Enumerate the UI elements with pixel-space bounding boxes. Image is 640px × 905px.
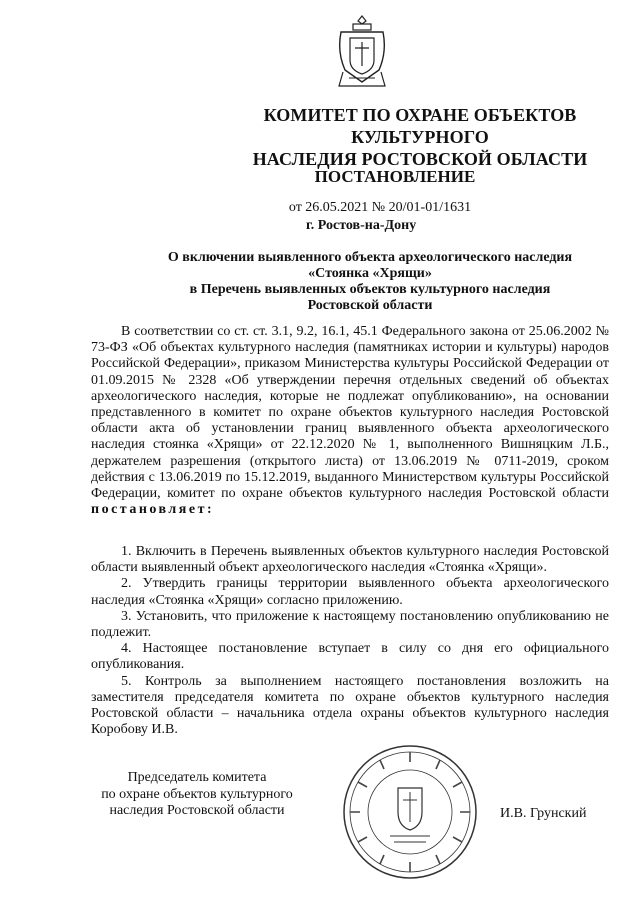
signatory-name: И.В. Грунский: [500, 806, 587, 821]
signatory-title: [92, 770, 302, 820]
item-2: 2. Утвердить границы территории выявленного объекта археологического наследия «Стоянка «Хрящи» согласно приложению.: [91, 576, 609, 608]
resolution-items: [91, 544, 609, 738]
item-3: 3. Установить, что приложение к настоящему постановлению опубликованию не подлежит.: [91, 608, 609, 641]
subject-line-2: «Стоянка «Хрящи»: [308, 266, 432, 281]
signatory-title-line-2: по охране объектов культурного: [101, 786, 293, 802]
resolves-word: постановляет:: [91, 502, 215, 518]
item-5: 5. Контроль за выполнением настоящего постановления возложить на заместителя председателя комитета по охране объектов культурного наследия Ростовской области – начальника отдела охраны объектов культурного наследия Коробову И.В.: [91, 673, 609, 738]
subject-line-1: О включении выявленного объекта археологического наследия: [167, 250, 573, 265]
preamble-text: В соответствии со ст. ст. 3.1, 9.2, 16.1, 45.1 Федерального закона от 25.06.2002 № 73-ФЗ «Об объектах культурного наследия (памятниках истории и культуры) народов Российской Федерации», приказом Министерства культуры Российской Федерации от 01.09.2015 № 2328 «Об утверждении перечня отдельных сведений об объектах археологического наследия, которые не подлежат опубликованию», на основании представленного в комитет по охране объектов культурного наследия Ростовской области акта об установлении границ выявленного объекта археологического наследия стоянка «Хрящи» от 22.12.2020 № 1, выполненного Вишняцким Л.Б., держателем разрешения (открытого листа) от 13.06.2019 № 0711-2019, сроком действия с 13.06.2019 по 15.12.2019, выданного Министерством культуры Российской Федерации, комитет по охране объектов культурного наследия Ростовской области: [91, 324, 609, 502]
subject-line-3: в Перечень выявленных объектов культурного наследия: [189, 282, 551, 297]
committee-name: [0, 104, 640, 170]
coat-of-arms-icon: [333, 12, 391, 92]
item-1: 1. Включить в Перечень выявленных объектов культурного наследия Ростовской области выявленный объект археологического наследия «Стоянка «Хрящи».: [91, 544, 609, 576]
subject: [140, 250, 600, 314]
signatory-title-line-1: Председатель комитета: [127, 770, 267, 785]
date-number: от 26.05.2021 № 20/01-01/1631: [288, 200, 472, 215]
committee-line-2: НАСЛЕДИЯ РОСТОВСКОЙ ОБЛАСТИ: [252, 149, 588, 169]
item-4: 4. Настоящее постановление вступает в силу со дня его официального опубликования.: [91, 641, 609, 673]
document-type: ПОСТАНОВЛЕНИЕ: [314, 167, 476, 186]
official-seal-icon: [340, 742, 480, 882]
preamble: [91, 324, 609, 518]
city: г. Ростов-на-Дону: [306, 218, 417, 233]
signatory-title-line-3: наследия Ростовской области: [109, 803, 285, 818]
subject-line-4: Ростовской области: [307, 298, 433, 313]
committee-line-1: КОМИТЕТ ПО ОХРАНЕ ОБЪЕКТОВ КУЛЬТУРНОГО: [263, 105, 577, 147]
